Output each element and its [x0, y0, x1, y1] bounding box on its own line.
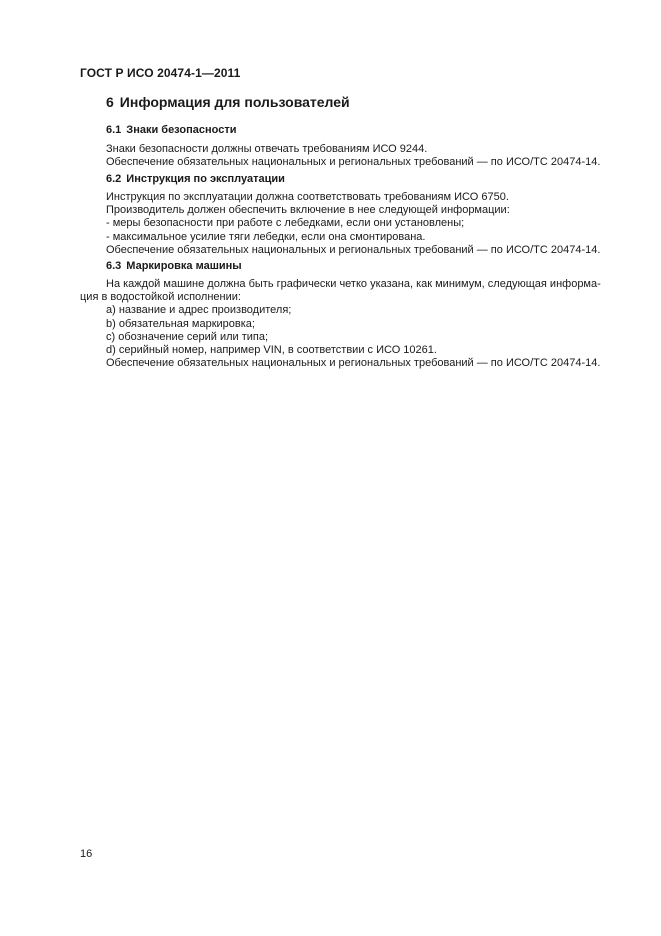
subsection-body-6-1: [106, 143, 616, 169]
list-item: - меры безопасности при работе с лебедками, если они установлены;: [106, 217, 465, 230]
subsection-number: 6.3: [106, 260, 122, 272]
subsection-title: Инструкция по эксплуатации: [126, 173, 285, 185]
paragraph-line: Обеспечение обязательных национальных и региональных требований — по ИСО/ТС 20474-14.: [106, 243, 601, 256]
paragraph-line: На каждой машине должна быть графически четко указана, как минимум, следующая информа-: [106, 278, 601, 290]
list-item: - максимальное усилие тяги лебедки, если она смонтирована.: [106, 230, 426, 243]
intro-paragraph: [80, 278, 616, 304]
page-number: 16: [80, 848, 93, 860]
paragraph-line: ция в водостойкой исполнении:: [80, 291, 241, 304]
paragraph-line: Производитель должен обеспечить включение в нее следующей информации:: [106, 204, 510, 217]
subsection-body-6-2: [106, 191, 616, 257]
paragraph-line: Обеспечение обязательных национальных и региональных требований — по ИСО/ТС 20474-14.: [106, 357, 601, 370]
subsection-title: Знаки безопасности: [126, 124, 237, 136]
list-item: c) обозначение серий или типа;: [106, 330, 269, 343]
subsection-heading-6-1: [106, 124, 616, 137]
paragraph-line: Знаки безопасности должны отвечать требованиям ИСО 9244.: [106, 143, 428, 155]
document-header: ГОСТ Р ИСО 20474-1—2011: [80, 66, 241, 80]
list-item: b) обязательная маркировка;: [106, 317, 255, 330]
subsection-heading-6-3: [106, 260, 616, 273]
section-number: 6: [106, 94, 114, 110]
subsection-number: 6.1: [106, 124, 122, 136]
subsection-heading-6-2: [106, 173, 616, 186]
paragraph-line: Инструкция по эксплуатации должна соответствовать требованиям ИСО 6750.: [106, 191, 509, 203]
section-title: [106, 94, 350, 110]
list-item: d) серийный номер, например VIN, в соответствии с ИСО 10261.: [106, 344, 437, 357]
subsection-number: 6.2: [106, 173, 122, 185]
subsection-body-6-3: [80, 278, 616, 370]
subsection-title: Маркировка машины: [126, 260, 242, 272]
paragraph-line: Обеспечение обязательных национальных и региональных требований — по ИСО/ТС 20474-14.: [106, 156, 601, 169]
section-title-text: Информация для пользователей: [119, 94, 350, 110]
list-item: a) название и адрес производителя;: [106, 304, 292, 317]
